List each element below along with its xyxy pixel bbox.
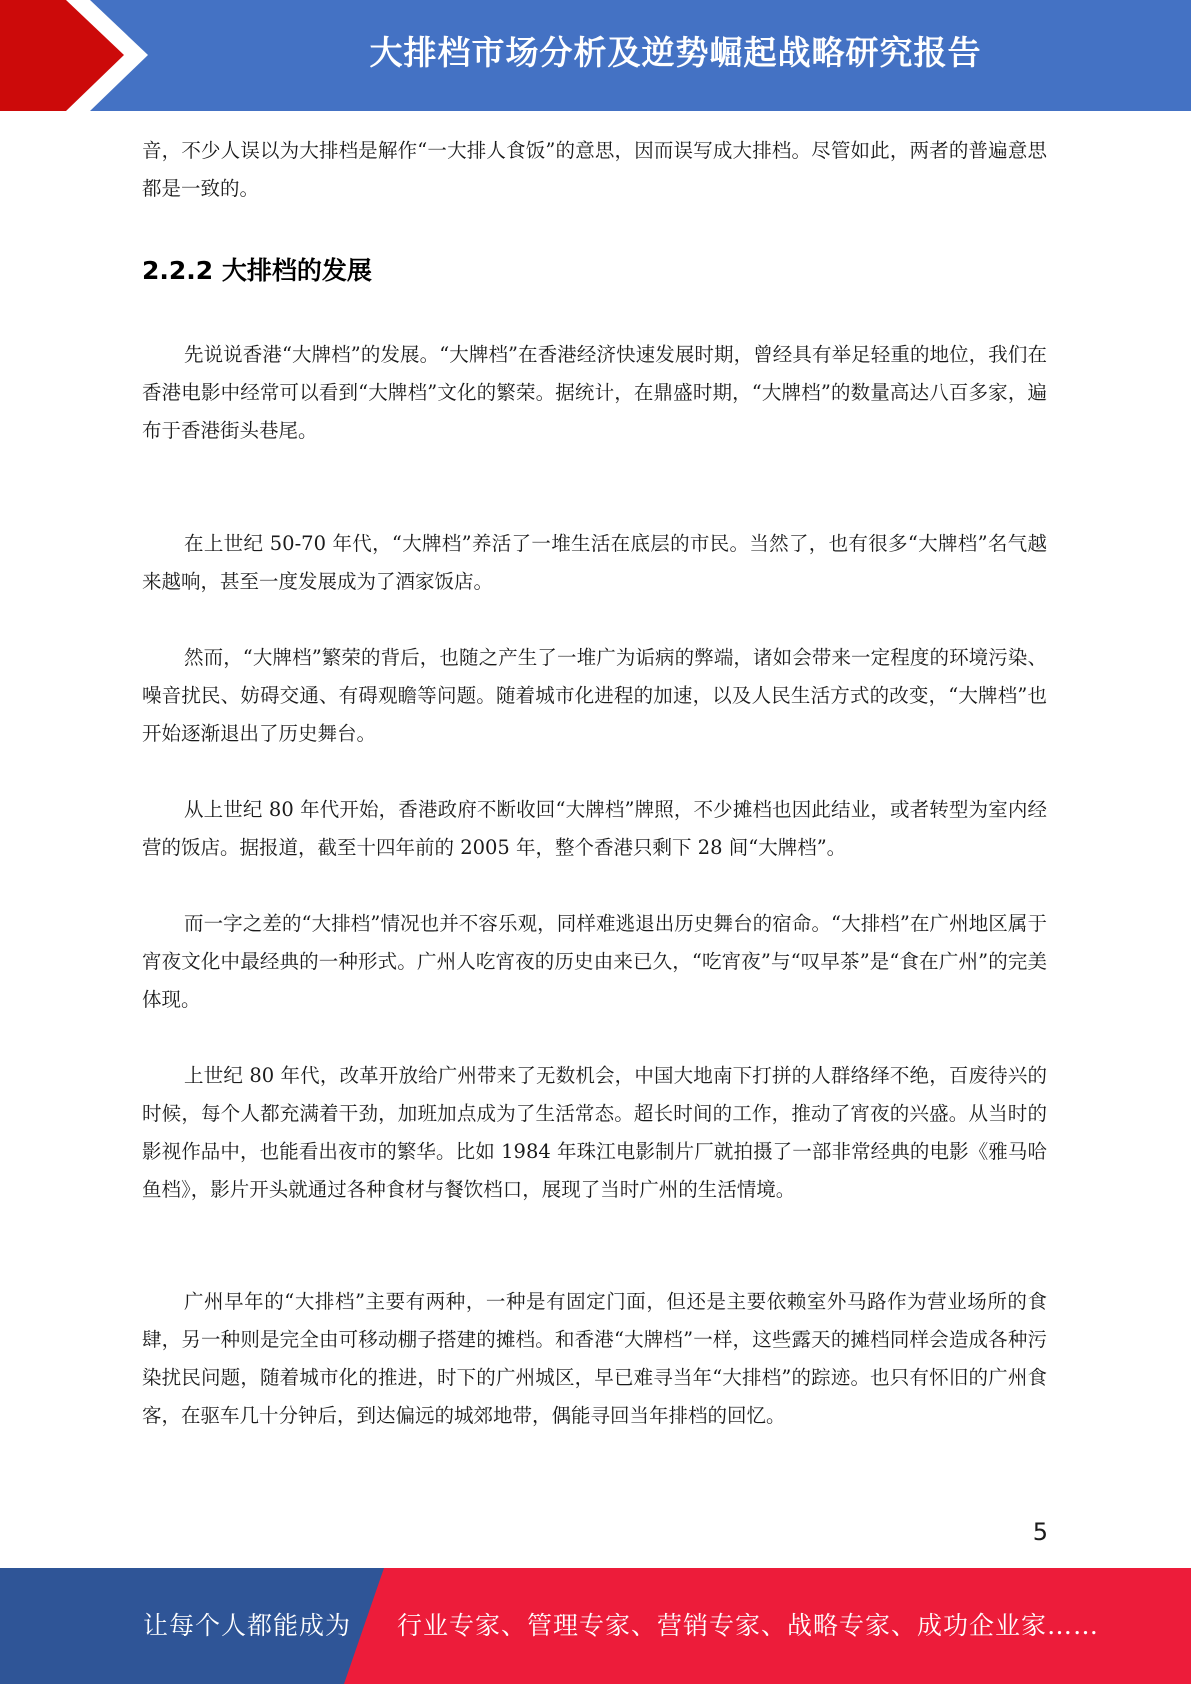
- footer-slogan-left: 让每个人都能成为: [143, 1611, 352, 1640]
- header-arrow-decoration: [0, 0, 160, 111]
- body-paragraph-5: 而一字之差的“大排档”情况也并不容乐观，同样难逃退出历史舞台的宿命。“大排档”在广州地区属于宵夜文化中最经典的一种形式。广州人吃宵夜的历史由来已久，“吃宵夜”与“叹早茶”是“食在广州”的完美体现。: [142, 912, 1047, 1011]
- footer-slogan-right: 行业专家、管理专家、营销专家、战略专家、成功企业家……: [397, 1611, 1100, 1640]
- body-paragraph-7: 广州早年的“大排档”主要有两种，一种是有固定门面，但还是主要依赖室外马路作为营业场所的食肆，另一种则是完全由可移动棚子搭建的摊档。和香港“大牌档”一样，这些露天的摊档同样会造成各种污染扰民问题，随着城市化的推进，时下的广州城区，早已难寻当年“大排档”的踪迹。也只有怀旧的广州食客，在驱车几十分钟后，到达偏远的城郊地带，偶能寻回当年排档的回忆。: [142, 1290, 1047, 1427]
- section-heading: 2.2.2 大排档的发展: [142, 256, 372, 285]
- page-footer: [0, 1568, 1191, 1684]
- report-title: 大排档市场分析及逆势崛起战略研究报告: [369, 33, 982, 72]
- intro-continuation-paragraph: 音，不少人误以为大排档是解作“一大排人食饭”的意思，因而误写成大排档。尽管如此，两者的普遍意思都是一致的。: [142, 139, 1047, 200]
- body-paragraph-2: 在上世纪 50-70 年代，“大牌档”养活了一堆生活在底层的市民。当然了，也有很多“大牌档”名气越来越响，甚至一度发展成为了酒家饭店。: [142, 532, 1047, 593]
- document-body: [142, 132, 1047, 1435]
- body-paragraph-3: 然而，“大牌档”繁荣的背后，也随之产生了一堆广为诟病的弊端，诸如会带来一定程度的环境污染、噪音扰民、妨碍交通、有碍观瞻等问题。随着城市化进程的加速，以及人民生活方式的改变，“大牌档”也开始逐渐退出了历史舞台。: [142, 646, 1047, 745]
- body-paragraph-6: 上世纪 80 年代，改革开放给广州带来了无数机会，中国大地南下打拼的人群络绎不绝，百废待兴的时候，每个人都充满着干劲，加班加点成为了生活常态。超长时间的工作，推动了宵夜的兴盛。从当时的影视作品中，也能看出夜市的繁华。比如 1984 年珠江电影制片厂就拍摄了一部非常经典的电影《雅马哈鱼档》，影片开头就通过各种食材与餐饮档口，展现了当时广州的生活情境。: [142, 1064, 1047, 1201]
- body-paragraph-1: 先说说香港“大牌档”的发展。“大牌档”在香港经济快速发展时期，曾经具有举足轻重的地位，我们在香港电影中经常可以看到“大牌档”文化的繁荣。据统计，在鼎盛时期，“大牌档”的数量高达八百多家，遍布于香港街头巷尾。: [142, 343, 1047, 442]
- page-header: [0, 0, 1191, 111]
- body-paragraph-4: 从上世纪 80 年代开始，香港政府不断收回“大牌档”牌照，不少摊档也因此结业，或者转型为室内经营的饭店。据报道，截至十四年前的 2005 年，整个香港只剩下 28 间“大牌档”。: [142, 798, 1047, 859]
- page-number: 5: [1032, 1518, 1048, 1546]
